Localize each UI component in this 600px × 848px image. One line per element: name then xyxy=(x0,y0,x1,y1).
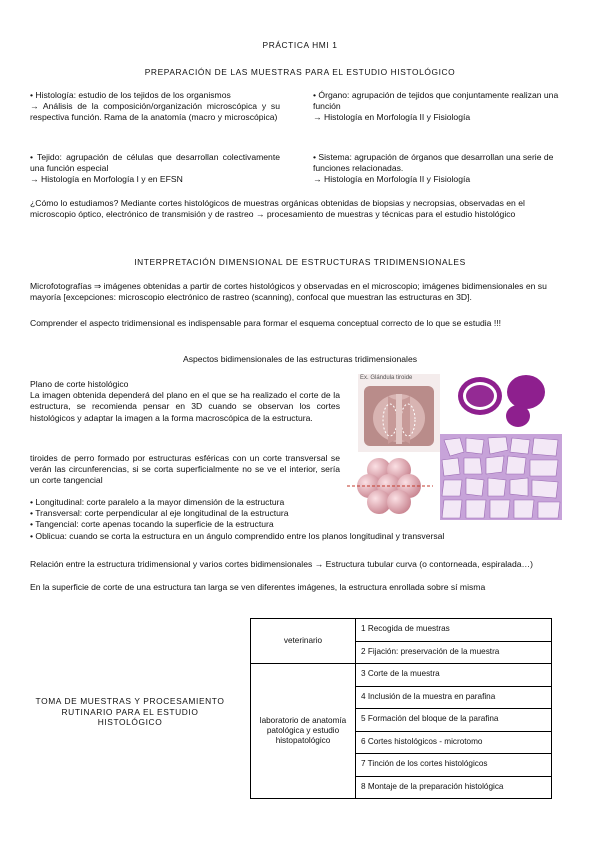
list-item: • Oblicua: cuando se corta la estructura en un ángulo comprendido entre los planos longitudinal y transversal xyxy=(30,530,445,541)
definition-body: → Histología en Morfología II y Fisiología xyxy=(313,174,471,185)
definition-head: • Sistema: agrupación de órganos que desarrollan una serie de funciones relacionadas. xyxy=(313,152,554,174)
table-row xyxy=(251,664,552,687)
section-heading-preparation: PREPARACIÓN DE LAS MUESTRAS PARA EL ESTUDIO HISTOLÓGICO xyxy=(144,67,456,77)
step-cell: 8 Montaje de la preparación histológica xyxy=(356,776,552,799)
purple-spheres-illustration xyxy=(450,372,550,430)
step-cell: 3 Corte de la muestra xyxy=(356,664,552,687)
step-cell: 2 Fijación: preservación de la muestra xyxy=(356,641,552,664)
definition-head: • Tejido: agrupación de células que desarrollan colectivamente una función especial xyxy=(30,152,280,174)
definition-body: → Histología en Morfología II y Fisiología xyxy=(313,112,471,123)
section-heading-interpretation: INTERPRETACIÓN DIMENSIONAL DE ESTRUCTURAS TRIDIMENSIONALES xyxy=(134,257,466,267)
plane-block xyxy=(30,379,340,424)
relation-paragraph: Relación entre la estructura tridimensional y varios cortes bidimensionales → Estructura tubular curva (o contorneada, espiralada…) xyxy=(30,559,533,569)
group-veterinario: veterinario xyxy=(251,619,356,664)
plane-text: La imagen obtenida dependerá del plano en el que se ha realizado el corte de la estructura, se recomienda pensar en 3D cuando se observan los cortes histológicos y adaptar la imagen a la forma macroscópica de la estructura. xyxy=(30,390,340,423)
step-cell: 5 Formación del bloque de la parafina xyxy=(356,709,552,732)
list-item: • Transversal: corte perpendicular al eje longitudinal de la estructura xyxy=(30,508,289,519)
question-paragraph: ¿Cómo lo estudiamos? Mediante cortes histológicos de muestras orgánicas obtenidas de biopsias y necropsias, observadas en el microscopio óptico, electrónico de transmisión y de rastreo → procesamiento de muestras y técnicas para el estudio histológico xyxy=(30,198,525,220)
group-laboratorio: laboratorio de anatomía patológica y estudio histopatológico xyxy=(251,664,356,799)
surface-paragraph: En la superficie de corte de una estructura tan larga se ven diferentes imágenes, la estructura enrollada sobre sí misma xyxy=(30,582,486,592)
definition-body: → Análisis de la composición/organización microscópica y su respectiva función. Rama de la anatomía (macro y microscópica) xyxy=(30,101,280,123)
list-item: • Tangencial: corte apenas tocando la superficie de la estructura xyxy=(30,519,274,530)
subheading-aspects: Aspectos bidimensionales de las estructuras tridimensionales xyxy=(182,354,418,364)
step-cell: 1 Recogida de muestras xyxy=(356,619,552,642)
sampling-label: TOMA DE MUESTRAS Y PROCESAMIENTO RUTINARIO PARA EL ESTUDIO HISTOLÓGICO xyxy=(35,696,225,727)
step-cell: 6 Cortes histológicos - microtomo xyxy=(356,731,552,754)
definition-head: • Histología: estudio de los tejidos de los organismos xyxy=(30,90,231,100)
page-title: PRÁCTICA HMI 1 xyxy=(262,40,338,50)
cut-types-list xyxy=(30,497,550,542)
table-row xyxy=(251,619,552,642)
thyroid-paragraph: tiroides de perro formado por estructuras esféricas con un corte transversal se verán las circunferencias, si se corta superficialmente no se ve el interior, sería un corte tangencial xyxy=(30,453,340,486)
definition-tejido xyxy=(30,152,280,186)
image-caption: Ex. Glándula tiroide xyxy=(360,375,413,381)
microphotographs-paragraph: Microfotografías ⇒ imágenes obtenidas a partir de cortes histológicos y observadas en el microscopio; imágenes bidimensionales en su mayoría [excepciones: microscopio electrónico de rastreo (scanning), confocal que muestran las estructuras en 3D]. xyxy=(30,281,547,303)
plane-title: Plano de corte histológico xyxy=(30,379,129,389)
definition-head: • Órgano: agrupación de tejidos que conjuntamente realizan una función xyxy=(313,90,559,112)
list-item: • Longitudinal: corte paralelo a la mayor dimensión de la estructura xyxy=(30,497,285,507)
definition-body: → Histología en Morfología I y en EFSN xyxy=(30,174,183,185)
processing-table xyxy=(250,618,552,799)
comprehension-paragraph: Comprender el aspecto tridimensional es indispensable para formar el esquema conceptual correcto de lo que se estudia !!! xyxy=(30,318,502,328)
thyroid-photo xyxy=(358,374,440,452)
step-cell: 4 Inclusión de la muestra en parafina xyxy=(356,686,552,709)
definition-sistema xyxy=(313,152,565,186)
definition-organo xyxy=(313,90,565,124)
step-cell: 7 Tinción de los cortes histológicos xyxy=(356,754,552,777)
definition-histologia xyxy=(30,90,280,124)
